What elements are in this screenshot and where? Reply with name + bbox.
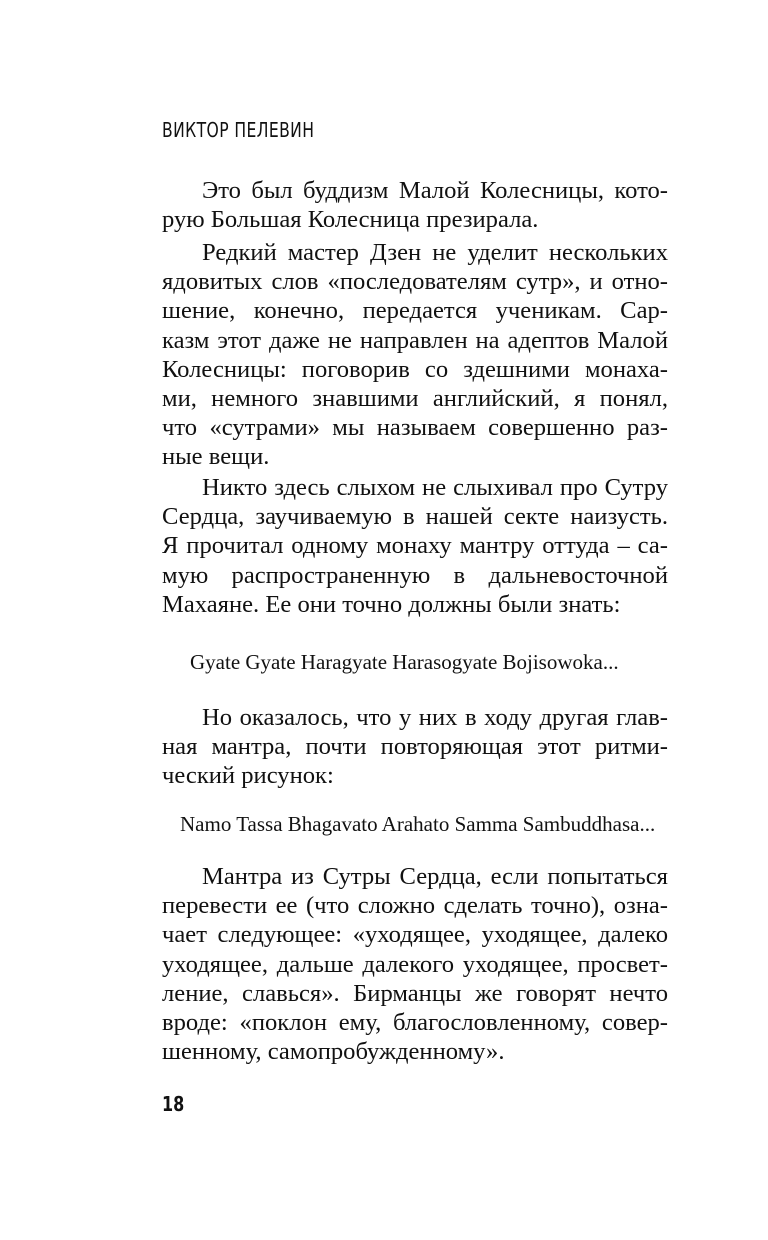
paragraph-5 — [162, 862, 668, 1066]
text-line: рую Большая Колесница презирала. — [162, 206, 539, 234]
text-line: Никто здесь слыхом не слыхивал про Сутру — [202, 474, 668, 501]
mantra-line-2: Namo Tassa Bhagavato Arahato Samma Sambuddhasa... — [180, 812, 656, 836]
text-line: ядовитых слов «последователям сутр», и отно- — [162, 268, 668, 296]
text-line: ные вещи. — [162, 443, 270, 471]
text-line: ная мантра, почти повторяющая этот ритми- — [162, 733, 668, 761]
text-line: Сердца, заучиваемую в нашей секте наизусть. — [162, 503, 668, 531]
page-number: 18 — [162, 1092, 185, 1116]
text-line: перевести ее (что сложно сделать точно), озна- — [162, 892, 668, 920]
running-header: ВИКТОР ПЕЛЕВИН — [162, 118, 315, 142]
text-line: Колесницы: поговорив со здешними монаха- — [162, 355, 668, 383]
mantra-line-1: Gyate Gyate Haragyate Harasogyate Bojisowoka... — [190, 650, 619, 674]
text-line: Махаяне. Ее они точно должны были знать: — [162, 590, 621, 618]
text-line: Я прочитал одному монаху мантру оттуда – са- — [162, 532, 668, 560]
text-line: Но оказалось, что у них в ходу другая глав- — [202, 704, 668, 731]
text-line: шение, конечно, передается ученикам. Сар- — [162, 297, 668, 325]
text-line: Это был буддизм Малой Колесницы, кото- — [202, 177, 668, 204]
text-line: чает следующее: «уходящее, уходящее, далеко — [162, 921, 668, 949]
text-line: вроде: «поклон ему, благословленному, совер- — [162, 1008, 668, 1036]
text-line: ческий рисунок: — [162, 762, 334, 790]
paragraph-4 — [162, 703, 668, 791]
paragraph-3 — [162, 473, 668, 619]
text-line: ление, славься». Бирманцы же говорят нечто — [162, 979, 668, 1007]
text-line: Редкий мастер Дзен не уделит нескольких — [202, 239, 668, 266]
text-line: уходящее, дальше далекого уходящее, просвет- — [162, 950, 668, 978]
paragraph-1 — [162, 176, 668, 234]
text-line: казм этот даже не направлен на адептов Малой — [162, 326, 668, 354]
text-line: шенному, самопробужденному». — [162, 1038, 505, 1066]
text-line: Мантра из Сутры Сердца, если попытаться — [202, 863, 668, 890]
text-line: что «сутрами» мы называем совершенно раз- — [162, 414, 668, 442]
text-line: ми, немного знавшими английский, я понял, — [162, 384, 668, 412]
paragraph-2 — [162, 238, 668, 472]
text-line: мую распространенную в дальневосточной — [162, 561, 668, 589]
